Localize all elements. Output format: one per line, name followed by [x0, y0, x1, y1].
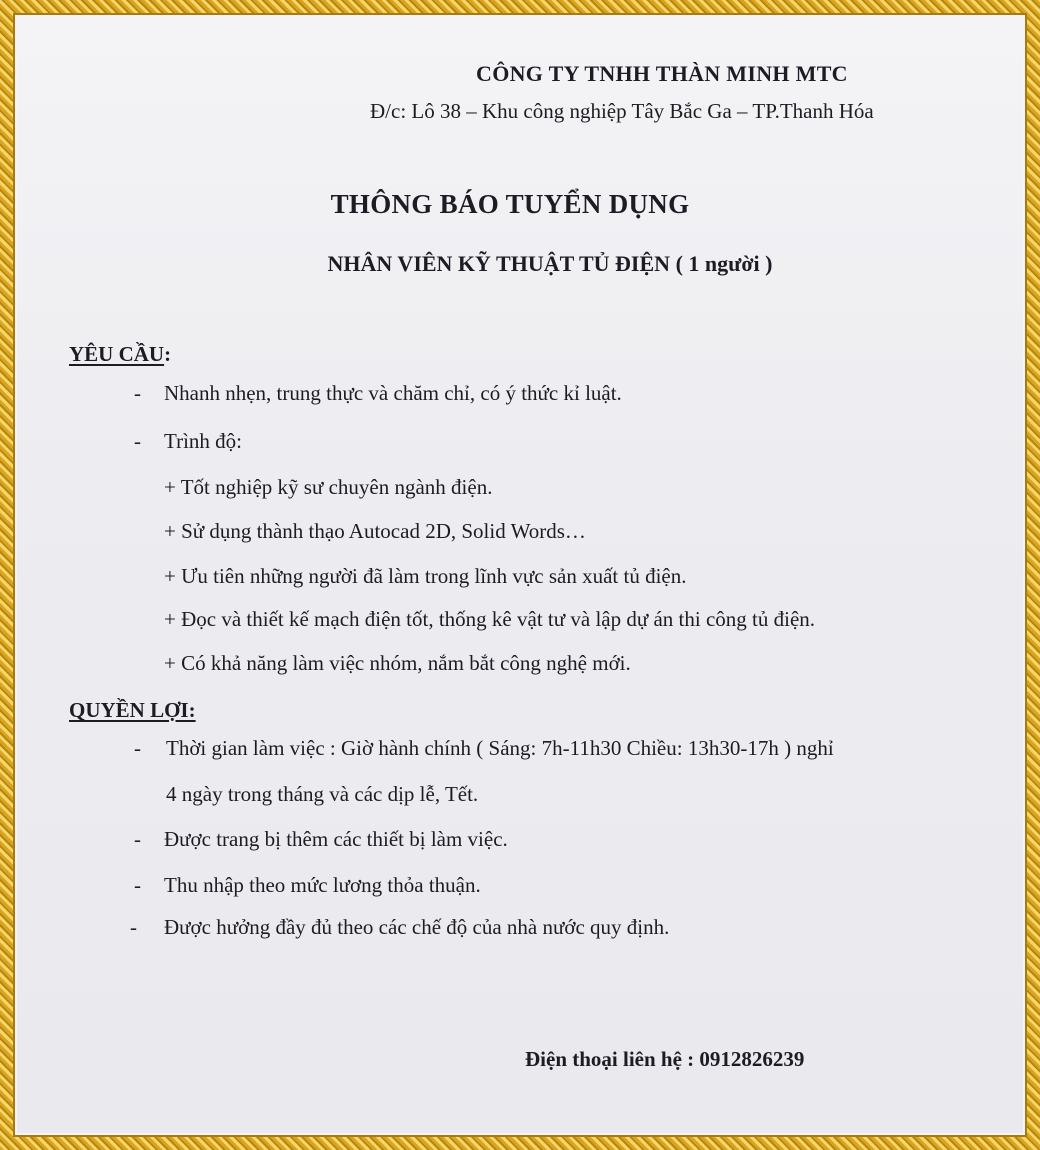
- benefit-bullet: -: [134, 827, 141, 851]
- requirements-heading-colon: :: [164, 342, 172, 366]
- benefit-bullet: -: [134, 736, 141, 760]
- notice-title-text: THÔNG BÁO TUYỂN DỤNG: [330, 189, 690, 219]
- requirement-item-2: Trình độ:: [164, 429, 243, 453]
- requirement-bullet: -: [134, 381, 141, 405]
- notice-document: [17, 17, 1023, 1133]
- notice-title: [17, 189, 1023, 220]
- requirements-heading-text: YÊU CẦU: [69, 342, 165, 366]
- benefit-bullet: -: [130, 915, 137, 939]
- benefit-item-1-line-2: 4 ngày trong tháng và các dịp lễ, Tết.: [166, 782, 479, 806]
- benefit-item-3: Thu nhập theo mức lương thỏa thuận.: [164, 873, 481, 897]
- job-position-line: [328, 251, 773, 276]
- requirement-bullet: -: [134, 429, 141, 453]
- benefit-item-2: Được trang bị thêm các thiết bị làm việc.: [164, 827, 508, 851]
- requirement-sub-item: + Đọc và thiết kế mạch điện tốt, thống kê vật tư và lập dự án thi công tủ điện.: [164, 607, 816, 631]
- company-name: CÔNG TY TNHH THÀN MINH MTC: [476, 61, 848, 86]
- job-position: [17, 251, 1023, 277]
- requirement-sub-item: + Sử dụng thành thạo Autocad 2D, Solid Words…: [164, 519, 586, 543]
- job-position-title: NHÂN VIÊN KỸ THUẬT TỦ ĐIỆN: [327, 251, 671, 276]
- benefit-bullet: -: [134, 873, 141, 897]
- requirement-item-1: Nhanh nhẹn, trung thực và chăm chỉ, có ý thức kỉ luật.: [164, 381, 622, 405]
- requirements-heading: [69, 342, 171, 367]
- requirement-sub-item: + Tốt nghiệp kỹ sư chuyên ngành điện.: [164, 475, 493, 499]
- requirement-sub-item: + Có khả năng làm việc nhóm, nắm bắt công nghệ mới.: [164, 651, 631, 675]
- benefits-heading: QUYỀN LỢI:: [69, 698, 196, 722]
- job-position-count: ( 1 người ): [675, 251, 773, 276]
- benefit-item-4: Được hưởng đầy đủ theo các chế độ của nhà nước quy định.: [164, 915, 670, 939]
- company-address: Đ/c: Lô 38 – Khu công nghiệp Tây Bắc Ga – TP.Thanh Hóa: [370, 99, 874, 123]
- benefit-item-1-line-1: Thời gian làm việc : Giờ hành chính ( Sáng: 7h-11h30 Chiều: 13h30-17h ) nghỉ: [166, 736, 834, 760]
- contact-phone: Điện thoại liên hệ : 0912826239: [525, 1047, 805, 1071]
- requirement-sub-item: + Ưu tiên những người đã làm trong lĩnh vực sản xuất tủ điện.: [164, 564, 687, 588]
